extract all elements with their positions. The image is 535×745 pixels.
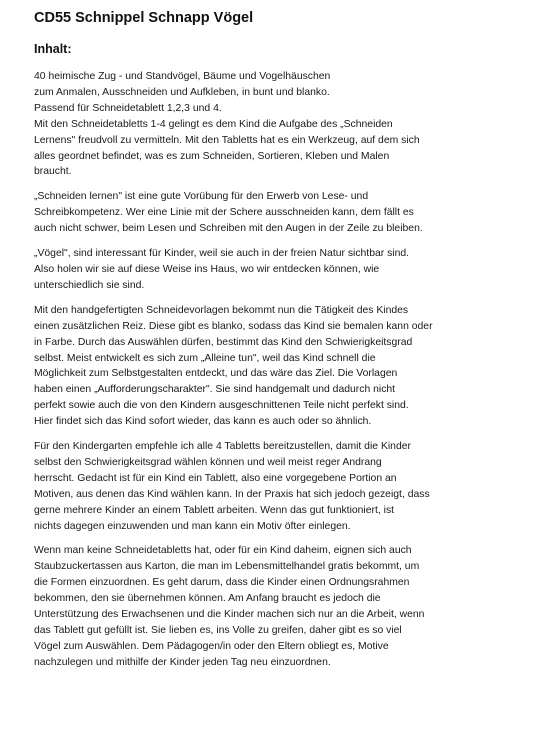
paragraph — [34, 246, 530, 294]
text-line: perfekt sowie auch die von den Kindern ausgeschnittenen Teile nicht perfekt sind. — [34, 400, 409, 412]
text-line: Schreibkompetenz. Wer eine Linie mit der Schere ausschneiden kann, dem fällt es — [34, 207, 414, 219]
text-line: Also holen wir sie auf diese Weise ins Haus, wo wir entdecken können, wie — [34, 263, 380, 275]
text-line: „Vögel", sind interessant für Kinder, weil sie auch in der freien Natur sichtbar sind. — [34, 248, 410, 260]
text-line: nichts dagegen einzuwenden und man kann ein Motiv öfter einlegen. — [34, 520, 351, 532]
text-line: nachzulegen und mithilfe der Kinder jeden Tag neu einzuordnen. — [34, 656, 331, 668]
text-line: alles geordnet befindet, was es zum Schneiden, Sortieren, Kleben und Malen — [34, 150, 390, 162]
text-line: Möglichkeit zum Selbstgestalten entdeckt, und das wäre das Ziel. Die Vorlagen — [34, 368, 398, 380]
text-line: Vögel zum Auswählen. Dem Pädagogen/in oder den Eltern obliegt es, Motive — [34, 640, 389, 652]
text-line: zum Anmalen, Ausschneiden und Aufkleben, in bunt und blanko. — [34, 86, 330, 98]
text-line: 40 heimische Zug - und Standvögel, Bäume und Vogelhäuschen — [34, 71, 331, 82]
paragraph — [34, 69, 530, 180]
text-line: Wenn man keine Schneidetabletts hat, oder für ein Kind daheim, eignen sich auch — [34, 545, 412, 557]
text-line: Lernens" freudvoll zu vermitteln. Mit den Tabletts hat es ein Werkzeug, auf dem sich — [34, 134, 420, 146]
paragraph — [34, 543, 530, 670]
text-line: Mit den handgefertigten Schneidevorlagen bekommt nun die Tätigkeit des Kindes — [34, 304, 409, 316]
text-line: selbst den Schwierigkeitsgrad wählen können und weil meist reger Andrang — [34, 456, 382, 468]
paragraph — [34, 439, 530, 534]
paragraph — [34, 303, 530, 430]
text-line: in Farbe. Durch das Auswählen dürfen, bestimmt das Kind den Schwierigkeitsgrad — [34, 336, 413, 348]
text-line: Hier findet sich das Kind sofort wieder, das kann es auch oder so ähnlich. — [34, 416, 372, 428]
text-line: „Schneiden lernen" ist eine gute Vorübung für den Erwerb von Lese- und — [34, 191, 369, 203]
text-line: Staubzuckertassen aus Karton, die man im Lebensmittelhandel gratis bekommt, um — [34, 561, 420, 573]
text-line: haben einen „Aufforderungscharakter". Sie sind handgemalt und dadurch nicht — [34, 384, 396, 396]
section-heading: Inhalt: — [34, 42, 72, 56]
document-title: CD55 Schnippel Schnapp Vögel — [34, 10, 254, 26]
text-line: braucht. — [34, 166, 72, 178]
text-line: Für den Kindergarten empfehle ich alle 4 Tabletts bereitzustellen, damit die Kinder — [34, 441, 411, 453]
document-body — [34, 69, 530, 671]
text-line: einen zusätzlichen Reiz. Diese gibt es blanko, sodass das Kind sie bemalen kann oder — [34, 320, 433, 332]
text-line: herrscht. Gedacht ist für ein Kind ein Tablett, also eine vorgegebene Portion an — [34, 472, 397, 484]
text-line: Motiven, aus denen das Kind wählen kann. In der Praxis hat sich jedoch gezeigt, dass — [34, 488, 430, 500]
text-line: das Tablett gut gefüllt ist. Sie lieben es, ins Volle zu greifen, daher gibt es so viel — [34, 625, 402, 636]
text-line: gerne mehrere Kinder an einem Tablett arbeiten. Wenn das gut funktioniert, ist — [34, 504, 395, 516]
text-line: Unterstützung des Erwachsenen und die Kinder machen sich nur an die Arbeit, wenn — [34, 609, 425, 621]
text-line: unterschiedlich sie sind. — [34, 279, 145, 291]
text-line: selbst. Meist entwickelt es sich zum „Alleine tun", weil das Kind schnell die — [34, 352, 376, 364]
paragraph — [34, 189, 530, 237]
text-line: Passend für Schneidetablett 1,2,3 und 4. — [34, 102, 222, 114]
text-line: die Formen einzuordnen. Es geht darum, dass die Kinder einen Ordnungsrahmen — [34, 577, 410, 589]
text-line: Mit den Schneidetabletts 1-4 gelingt es dem Kind die Aufgabe des „Schneiden — [34, 118, 393, 130]
text-line: bekommen, den sie übernehmen können. Am Anfang braucht es jedoch die — [34, 593, 381, 605]
document-page — [34, 8, 530, 680]
text-line: auch nicht schwer, beim Lesen und Schreiben mit den Augen in der Zeile zu bleiben. — [34, 223, 423, 235]
